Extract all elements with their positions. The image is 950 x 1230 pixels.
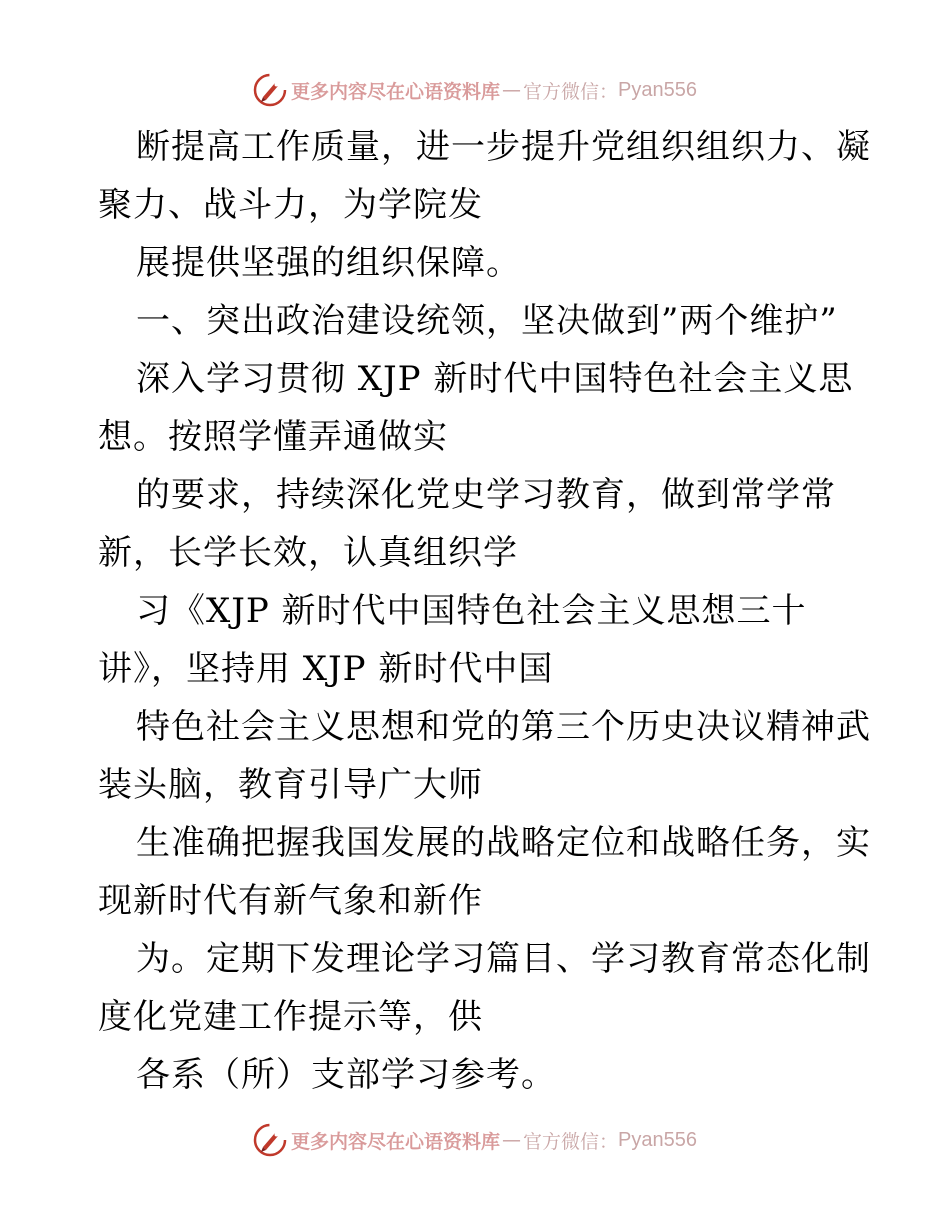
wechat-id: Pyan556 [618, 78, 697, 101]
text-line-17: 各系（所）支部学习参考。 [136, 1055, 556, 1095]
wechat-label: 官方微信： [523, 1130, 619, 1153]
wechat-id: Pyan556 [618, 1128, 697, 1151]
text-line-16: 度化党建工作提示等，供 [98, 997, 483, 1037]
pen-nib-logo-icon [253, 73, 287, 107]
text-line-5: 深入学习贯彻 XJP 新时代中国特色社会主义思 [136, 359, 854, 399]
text-line-15: 为。定期下发理论学习篇目、学习教育常态化制 [136, 939, 871, 979]
pen-nib-logo-icon [253, 1123, 287, 1157]
text-line-12: 装头脑，教育引导广大师 [98, 765, 483, 805]
site-name: 更多内容尽在心语资料库 [291, 80, 501, 103]
separator-dash: — [502, 79, 522, 101]
text-line-9: 习《XJP 新时代中国特色社会主义思想三十 [136, 591, 807, 631]
text-line-10: 讲》，坚持用 XJP 新时代中国 [98, 649, 554, 689]
text-line-11: 特色社会主义思想和党的第三个历史决议精神武 [136, 707, 871, 747]
text-line-7: 的要求，持续深化党史学习教育，做到常学常 [136, 475, 836, 515]
wechat-label: 官方微信： [523, 80, 619, 103]
section-heading: 一、突出政治建设统领，坚决做到”两个维护” [136, 301, 838, 341]
text-line-3: 展提供坚强的组织保障。 [136, 243, 521, 283]
text-line-2: 聚力、战斗力，为学院发 [98, 185, 483, 225]
text-line-14: 现新时代有新气象和新作 [98, 881, 483, 921]
text-line-13: 生准确把握我国发展的战略定位和战略任务，实 [136, 823, 871, 863]
text-line-1: 断提高工作质量，进一步提升党组织组织力、凝 [136, 127, 871, 167]
header-watermark [0, 70, 950, 110]
footer-watermark [0, 1120, 950, 1160]
site-name: 更多内容尽在心语资料库 [291, 1130, 501, 1153]
document-body [98, 118, 871, 1104]
text-line-6: 想。按照学懂弄通做实 [98, 417, 448, 457]
separator-dash: — [502, 1129, 522, 1151]
text-line-8: 新，长学长效，认真组织学 [98, 533, 518, 573]
